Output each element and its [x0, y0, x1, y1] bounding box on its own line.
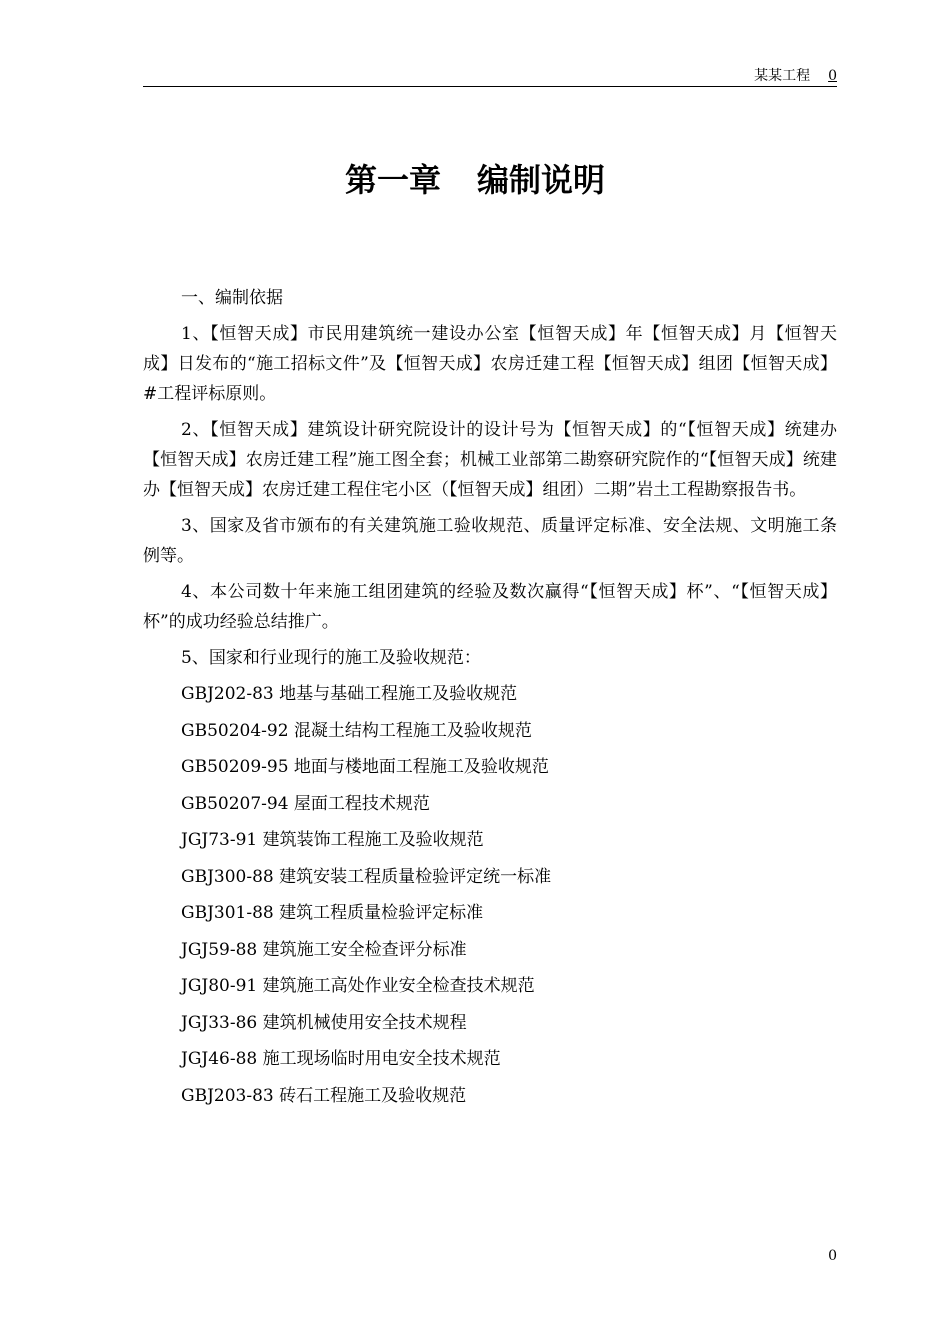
standard-item: JGJ33-86 建筑机械使用安全技术规程 [181, 1012, 467, 1033]
standard-item: JGJ73-91 建筑装饰工程施工及验收规范 [181, 830, 484, 850]
standard-item: GB50204-92 混凝土结构工程施工及验收规范 [181, 720, 532, 741]
standard-item: GB50209-95 地面与楼地面工程施工及验收规范 [181, 757, 549, 777]
standard-item: GBJ300-88 建筑安装工程质量检验评定统一标准 [181, 866, 552, 887]
paragraph-2: 2、【恒智天成】建筑设计研究院设计的设计号为【恒智天成】的“【恒智天成】统建办【恒智天成】农房迁建工程”施工图全套；机械工业部第二勘察研究院作的“【恒智天成】统建办【恒智天成】农房迁建工程住宅小区（【恒智天成】组团）二期”岩土工程勘察报告书。 [143, 420, 837, 500]
header-text [754, 68, 837, 84]
paragraph-5: 5、国家和行业现行的施工及验收规范： [181, 648, 481, 668]
page-header [143, 66, 837, 87]
paragraph-3: 3、国家及省市颁布的有关建筑施工验收规范、质量评定标准、安全法规、文明施工条例等。 [143, 516, 837, 566]
document-body [143, 283, 837, 1117]
standard-item: GBJ203-83 砖石工程施工及验收规范 [181, 1085, 467, 1106]
chapter-name: 编制说明 [477, 161, 606, 199]
paragraph-1: 1、【恒智天成】市民用建筑统一建设办公室【恒智天成】年【恒智天成】月【恒智天成】日发布的“施工招标文件”及【恒智天成】农房迁建工程【恒智天成】组团【恒智天成】#工程评标原则。 [143, 324, 837, 404]
standard-item: JGJ80-91 建筑施工高处作业安全检查技术规范 [181, 976, 535, 996]
standard-item: JGJ46-88 施工现场临时用电安全技术规范 [181, 1049, 501, 1069]
footer-page-number: 0 [828, 1248, 837, 1264]
standard-item: JGJ59-88 建筑施工安全检查评分标准 [181, 939, 467, 960]
paragraph-4: 4、本公司数十年来施工组团建筑的经验及数次赢得“【恒智天成】杯”、“【恒智天成】杯”的成功经验总结推广。 [143, 582, 837, 632]
standard-item: GB50207-94 屋面工程技术规范 [181, 793, 430, 814]
chapter-title [0, 158, 950, 202]
section-heading: 一、编制依据 [181, 288, 283, 308]
standard-item: GBJ301-88 建筑工程质量检验评定标准 [181, 903, 484, 923]
standard-item: GBJ202-83 地基与基础工程施工及验收规范 [181, 684, 518, 704]
header-title: 某某工程 [754, 68, 811, 84]
standards-list [143, 679, 837, 1111]
chapter-number: 第一章 [344, 161, 441, 199]
header-page-number: 0 [828, 68, 837, 84]
